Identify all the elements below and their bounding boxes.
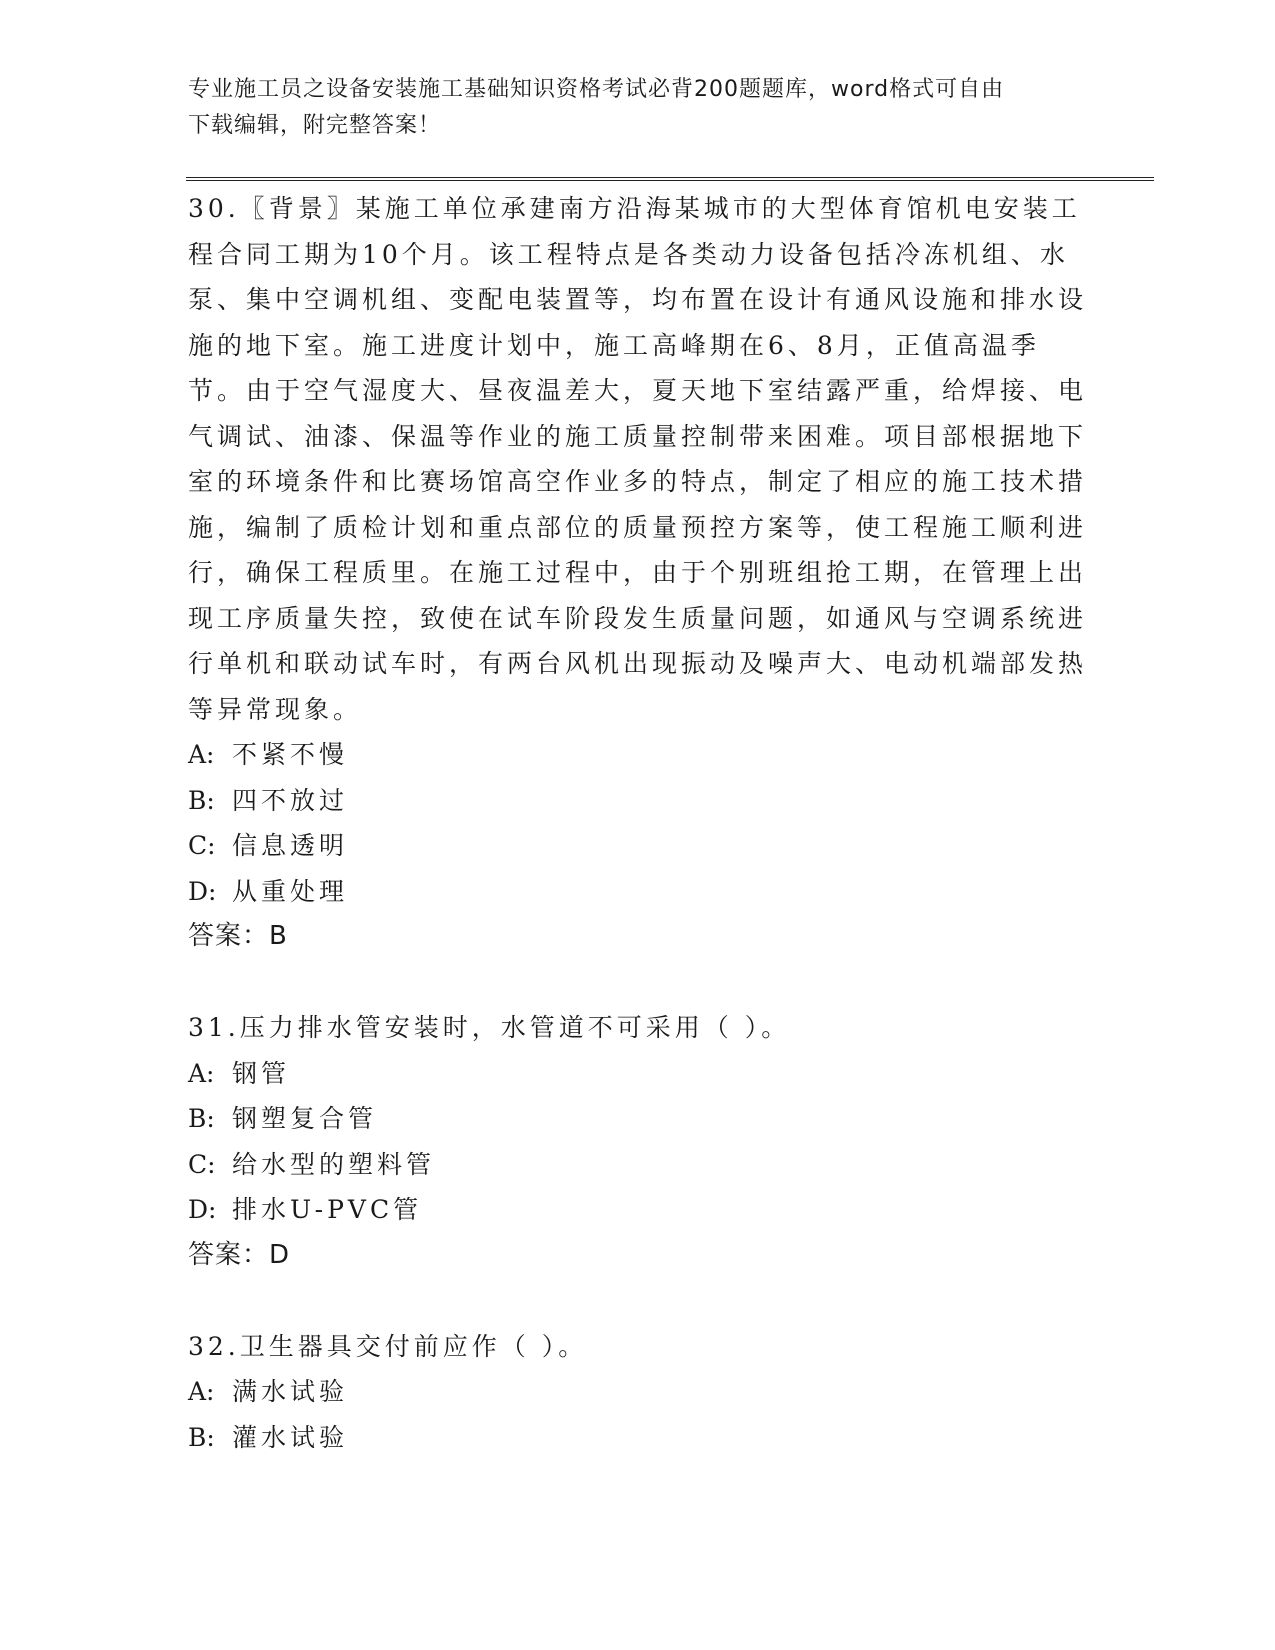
option-text: 钢管 <box>232 1058 291 1088</box>
option-letter: A: <box>188 740 215 769</box>
question-list <box>188 186 1088 1460</box>
option-a <box>188 1051 1088 1097</box>
option-letter: C: <box>188 1149 216 1179</box>
option-text: 满水试验 <box>232 1377 349 1406</box>
document-header <box>188 72 1088 144</box>
option-letter: B: <box>188 1422 215 1452</box>
option-text: 给水型的塑料管 <box>232 1149 436 1179</box>
header-divider <box>186 177 1154 181</box>
option-text: 信息透明 <box>232 831 349 860</box>
option-b <box>188 1415 1088 1461</box>
option-text: 钢塑复合管 <box>232 1104 378 1133</box>
option-text: 四不放过 <box>232 785 349 815</box>
answer: 答案：B <box>188 921 288 951</box>
question-stem: 32.卫生器具交付前应作（ ）。 <box>188 1331 588 1361</box>
question-stem: 31.压力排水管安装时，水管道不可采用（ ）。 <box>188 1013 791 1042</box>
option-d <box>188 1187 1088 1233</box>
question-30 <box>188 186 1088 960</box>
option-text: 从重处理 <box>232 876 349 906</box>
question-32 <box>188 1324 1088 1461</box>
option-a <box>188 1369 1088 1415</box>
option-b <box>188 778 1088 824</box>
option-a <box>188 732 1088 778</box>
header-line-2: 下载编辑，附完整答案！ <box>188 113 442 138</box>
option-c <box>188 823 1088 869</box>
spacer <box>188 1278 1088 1324</box>
option-d <box>188 869 1088 915</box>
option-letter: A: <box>188 1058 215 1088</box>
answer: 答案：D <box>188 1239 291 1270</box>
option-text: 灌水试验 <box>232 1422 349 1452</box>
option-b <box>188 1096 1088 1142</box>
header-line-1: 专业施工员之设备安装施工基础知识资格考试必背200题题库，word格式可自由 <box>188 77 1005 102</box>
question-31 <box>188 1005 1088 1278</box>
option-letter: D: <box>188 876 217 906</box>
option-c <box>188 1142 1088 1188</box>
option-letter: B: <box>188 1104 215 1133</box>
option-letter: A: <box>188 1377 215 1406</box>
spacer <box>188 960 1088 1006</box>
option-letter: C: <box>188 831 216 860</box>
option-letter: D: <box>188 1195 217 1224</box>
option-text: 排水U-PVC管 <box>232 1195 423 1224</box>
question-stem: 30.〖背景〗某施工单位承建南方沿海某城市的大型体育馆机电安装工程合同工期为10个月。该工程特点是各类动力设备包括冷冻机组、水泵、集中空调机组、变配电装置等，均布置在设计有通风设施和排水设施的地下室。施工进度计划中，施工高峰期在6、8月，正值高温季节。由于空气湿度大、昼夜温差大，夏天地下室结露严重，给焊接、电气调试、油漆、保温等作业的施工质量控制带来困难。项目部根据地下室的环境条件和比赛场馆高空作业多的特点，制定了相应的施工技术措施，编制了质检计划和重点部位的质量预控方案等，使工程施工顺利进行，确保工程质里。在施工过程中，由于个别班组抢工期，在管理上出现工序质量失控，致使在试车阶段发生质量问题，如通风与空调系统进行单机和联动试车时，有两台风机出现振动及噪声大、电动机端部发热等异常现象。 <box>188 194 1088 724</box>
option-text: 不紧不慢 <box>232 740 349 769</box>
option-letter: B: <box>188 785 215 815</box>
